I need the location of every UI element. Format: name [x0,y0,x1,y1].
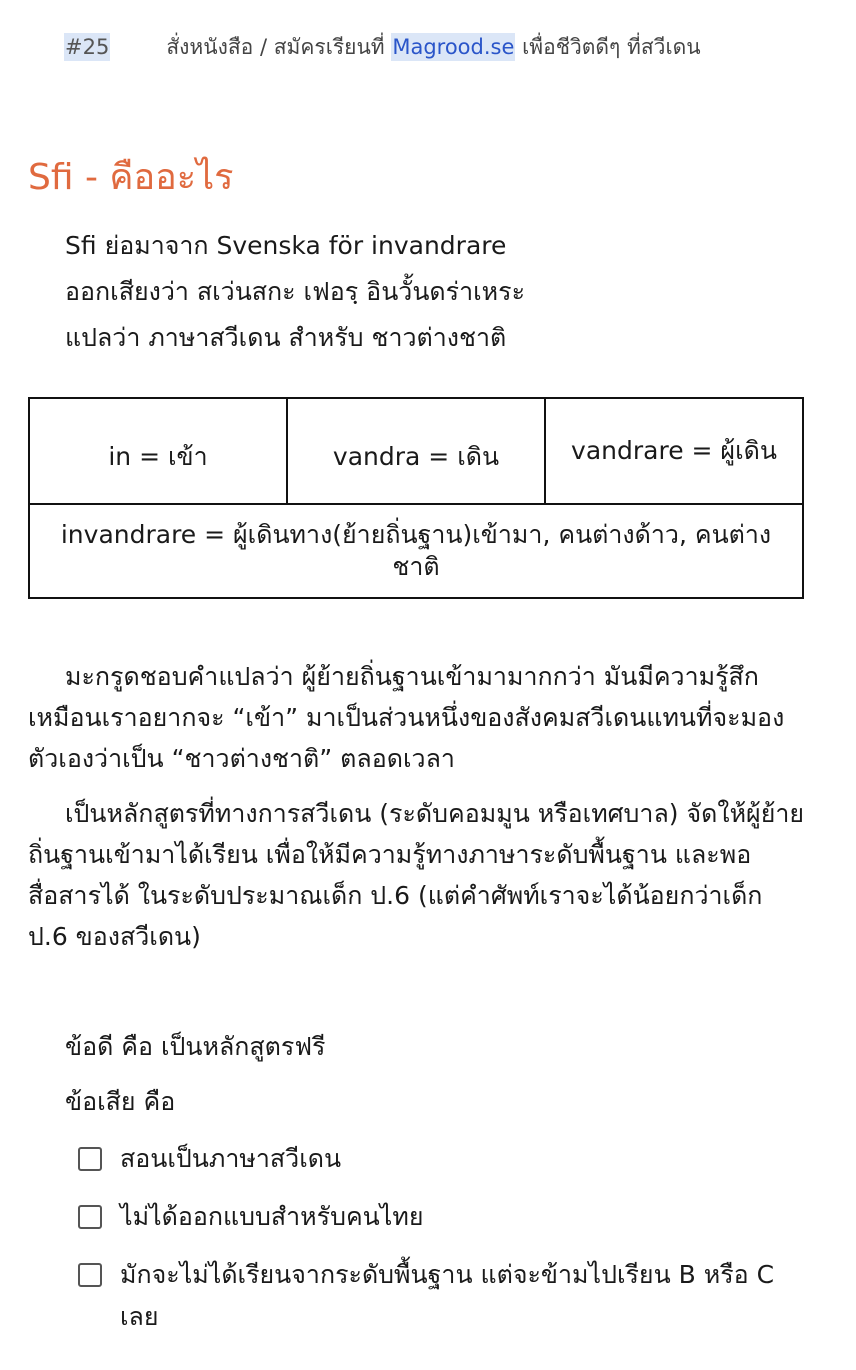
paragraph-course-description [28,793,808,957]
table-cell-invandrare: invandrare = ผู้เดินทาง(ย้ายถิ่นฐาน)เข้ามา, คนต่างด้าว, คนต่างชาติ [29,504,803,598]
pros-text: ข้อดี คือ เป็นหลักสูตรฟรี [65,1032,326,1061]
checkbox[interactable] [78,1205,102,1229]
table-cell-in: in = เข้า [29,398,287,504]
intro-line-2: ออกเสียงว่า สเว่นสกะ เฟอรฺ อินวั้นดร่าเหระ [65,277,525,306]
page-header [64,30,836,64]
table-cell-vandrare: vandrare = ผู้เดิน [545,398,803,504]
intro-line-1: Sfi ย่อมาจาก Svenska för invandrare [65,231,507,260]
list-item [78,1254,798,1338]
paragraph-2-text: เป็นหลักสูตรที่ทางการสวีเดน (ระดับคอมมูน หรือเทศบาล) จัดให้ผู้ย้ายถิ่นฐานเข้ามาได้เรียน เพื่อให้มีความรู้ทางภาษาระดับพื้นฐาน และพอสื่อสารได้ ในระดับประมาณเด็ก ป.6 (แต่คำศัพท์เราจะได้น้อยกว่าเด็ก ป.6 ของสวีเดน) [28,799,805,951]
paragraph-translation-note [28,656,808,779]
checkbox[interactable] [78,1147,102,1171]
table-row [29,398,803,504]
list-item [78,1138,798,1180]
header-text-before: สั่งหนังสือ / สมัครเรียนที่ [166,35,392,59]
checklist-label: สอนเป็นภาษาสวีเดน [120,1144,342,1173]
checklist-label: ไม่ได้ออกแบบสำหรับคนไทย [120,1202,424,1231]
cons-heading: ข้อเสีย คือ [65,1087,176,1116]
page-title: Sfi - คืออะไร [28,157,234,198]
magrood-link[interactable]: Magrood.se [392,35,515,59]
checklist-label: มักจะไม่ได้เรียนจากระดับพื้นฐาน แต่จะข้ามไปเรียน B หรือ C เลย [120,1260,775,1331]
cons-checklist [78,1138,798,1354]
table-cell-vandra: vandra = เดิน [287,398,545,504]
header-text-after: เพื่อชีวิตดีๆ ที่สวีเดน [515,35,701,59]
list-item [78,1196,798,1238]
table-row [29,504,803,598]
checkbox[interactable] [78,1263,102,1287]
paragraph-1-text: มะกรูดชอบคำแปลว่า ผู้ย้ายถิ่นฐานเข้ามามากกว่า มันมีความรู้สึกเหมือนเราอยากจะ “เข้า” มาเป็นส่วนหนึ่งของสังคมสวีเดนแทนที่จะมองตัวเองว่าเป็น “ชาวต่างชาติ” ตลอดเวลา [28,662,785,773]
intro-block [65,223,825,361]
vocab-table [28,397,804,599]
intro-line-3: แปลว่า ภาษาสวีเดน สำหรับ ชาวต่างชาติ [65,323,507,352]
page-number: #25 [65,35,110,59]
